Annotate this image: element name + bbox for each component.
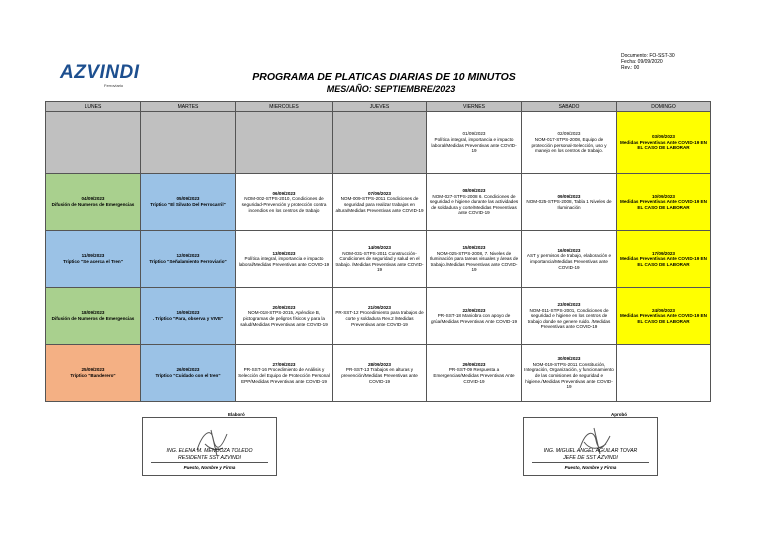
day-cell [333,112,427,174]
cell-date: 15/09/2023 [462,245,486,251]
cell-topic: NOM-025-STPS-2008, Tabla 1 Niveles de Iluminación [526,199,612,210]
cell-date: 20/09/2023 [272,304,296,310]
aprobo-label: Aprobó [611,412,627,417]
day-cell [46,112,141,174]
day-cell [141,288,236,345]
day-cell [617,345,711,402]
document-info [621,53,675,71]
signer-role: JEFE DE SST AZVINDI [563,454,618,461]
signature-box-aprobo [523,417,658,476]
cell-topic: Medidas Preventivas Ante COVID-19 EN EL CASO DE LABORAR [620,139,707,151]
cell-topic: AST y permisos de trabajo, elaboración e importancia/Medidas Preventivas ante COVID-19 [526,253,612,270]
day-cell [427,345,522,402]
cell-topic: Difusión de Numeros de Emergencias [51,202,135,207]
cell-date: 05/09/2023 [176,196,200,202]
cell-date: 22/09/2023 [462,307,486,313]
week-row [46,174,711,231]
header-jueves: JUEVES [333,102,427,112]
cell-topic: NOM-018-STPS-2015, Apéndice B, pictogramas de peligros físicos y para la salud/Medidas Preventivas ante COVID-19 [240,310,328,327]
cell-topic: . Tríptico "Para, observa y VIVE" [152,316,224,321]
cell-topic: PR-SST-18 Maniobra con apoyo de grúa/Medidas Preventivas Ante COVID-19 [430,313,518,324]
cell-topic: NOM-011-STPS-2001, Condiciones de seguridad e higiene en los centros de trabajo donde se genere ruido. /Medidas Preventivas ante COVID-19 [527,307,611,330]
day-cell [427,231,522,288]
cell-date: 21/09/2023 [368,304,391,310]
cell-topic: NOM-025-STPS-2008, 7. Niveles de Iluminación para tareas visuales y áreas de trabajo./Medidas Preventivas ante COVID-19 [429,250,519,273]
header-row [46,102,711,112]
cell-date: 16/09/2023 [557,247,581,253]
document-date: Fecha: 09/09/2020 [621,59,663,65]
cell-date: 26/09/2023 [176,367,200,373]
cell-topic: Tríptico "El Silvato Del Ferrocarril" [150,202,226,207]
page-subtitle: MES/AÑO: SEPTIEMBRE/2023 [326,84,456,94]
logo-subtitle: Ferroviario [104,83,124,88]
cell-date: 23/09/2023 [557,302,581,308]
week-row [46,288,711,345]
day-cell [522,112,617,174]
day-cell [141,231,236,288]
day-cell [141,345,236,402]
day-cell [522,345,617,402]
cell-topic: NOM-027-STPS-2008 6. Condiciones de seguridad e higiene durante las actividades de soldadura y corte/Medidas Preventivas ante COVID-19 [429,193,519,216]
header-sabado: SABADO [522,102,617,112]
day-cell [522,231,617,288]
cell-date: 07/09/2023 [368,190,391,196]
cell-date: 24/09/2023 [652,307,675,313]
cell-topic: PR-SST-13 Trabajos en alturas y prevención/Medidas Preventivas ante COVID-19 [341,367,418,384]
header-martes: MARTES [141,102,236,112]
cell-date: 03/09/2023 [652,134,675,140]
header-lunes: LUNES [46,102,141,112]
cell-topic: Tríptico "Se acerca el Tren" [63,259,123,264]
cell-date: 10/09/2023 [652,193,675,199]
page-title: PROGRAMA DE PLATICAS DIARIAS DE 10 MINUTOS [252,71,516,83]
day-cell [236,112,333,174]
cell-date: 01/09/2023 [462,131,486,137]
day-cell [46,231,141,288]
day-cell [333,345,427,402]
day-cell [333,174,427,231]
day-cell [236,345,333,402]
schedule-table [45,101,711,402]
signature-footer: Puesto, Nombre y Firma [564,465,617,470]
cell-topic: Medidas Preventivas Ante COVID-19 EN EL CASO DE LABORAR [620,199,707,210]
week-row [46,112,711,174]
cell-topic: Medidas Preventivas Ante COVID-19 EN EL CASO DE LABORAR [620,313,707,324]
day-cell [427,174,522,231]
day-cell [236,231,333,288]
cell-topic: Tríptico "Banderero" [70,373,116,378]
cell-topic: NOM-009-STPS-2011 Condiciones de seguridad para realizar trabajos en altura/Medidas Preventivas ante COVID-19 [335,196,424,213]
elaboro-label: Elaboró [228,412,245,417]
cell-date: 27/09/2023 [272,361,296,367]
signature-divider [532,462,649,463]
day-cell [522,174,617,231]
cell-date: 13/09/2023 [272,250,296,256]
week-row [46,345,711,402]
cell-topic: Difusión de Numeros de Emergencias [51,316,135,321]
cell-date: 06/09/2023 [272,190,296,196]
cell-topic: Tríptico "Señalamiento Ferroviario" [149,259,227,264]
cell-topic: NOM-002-STPS-2010, Condiciones de seguridad-Prevención y protección contra incendios en los centros de trabajo [241,196,327,213]
cell-date: 25/09/2023 [81,367,105,373]
day-cell [333,231,427,288]
day-cell [522,288,617,345]
header-viernes: VIERNES [427,102,522,112]
cell-date: 28/09/2023 [368,361,391,367]
document-code: Documento: FO-SST-30 [621,53,675,59]
signer-name: ING. MIGUEL ANGEL AGUILAR TOVAR [543,448,638,454]
day-cell [427,112,522,174]
signature-name-block [143,448,276,461]
day-cell [617,231,711,288]
document-revision: Rev.: 00 [621,65,640,71]
logo-wordmark: AZVINDI [60,62,140,83]
day-cell [617,288,711,345]
cell-date: 30/09/2023 [557,356,581,362]
day-cell [617,174,711,231]
signature-name-block [524,448,657,461]
day-cell [46,345,141,402]
cell-topic: PR-SST-16 Procedimiento de Análisis y Selección del Equipo de Protección Personal EPP/Medidas Preventivas ante COVID-19 [238,367,330,384]
cell-topic: Medidas Preventivas Ante COVID-19 EN EL CASO DE LABORAR [620,256,707,267]
day-cell [617,112,711,174]
signer-role: RESIDENTE SST AZVINDI [178,454,241,461]
day-cell [236,288,333,345]
signature-box-elaboro [142,417,277,476]
day-cell [46,288,141,345]
cell-date: 11/09/2023 [81,253,105,259]
day-cell [236,174,333,231]
signature-divider [151,462,268,463]
cell-topic: NOM-031-STPS-2011 Construcción-Condiciones de seguridad y salud en el trabajo. /Medidas Preventivas ante COVID-19 [335,250,424,273]
cell-date: 14/09/2023 [368,245,391,251]
cell-topic: PR-SST-09 Respuesta a Emergencias/Medidas Preventivas Ante COVID-19 [433,367,515,384]
signer-name: ING. ELENA M. MENDOZA TOLEDO [166,448,253,454]
cell-topic: NOM-019-STPS-2011 Constitución, Integración, Organización, y funcionamiento de las comisiones de seguridad e higiene./Medidas Preventivas ante COVID-19 [524,361,614,390]
cell-date: 17/09/2023 [652,250,675,256]
day-cell [46,174,141,231]
cell-date: 04/09/2023 [81,196,105,202]
signature-footer: Puesto, Nombre y Firma [183,465,236,470]
day-cell [427,288,522,345]
header-miercoles: MIERCOLES [236,102,333,112]
cell-topic: NOM-017-STPS-2008, Equipo de protección personal-Selección, uso y manejo en los centros de trabajo. [531,136,607,154]
cell-date: 08/09/2023 [462,188,486,194]
cell-date: 29/09/2023 [462,361,486,367]
day-cell [141,112,236,174]
cell-date: 18/09/2023 [81,310,105,316]
header-domingo: DOMINGO [617,102,711,112]
cell-date: 19/09/2023 [176,310,200,316]
day-cell [141,174,236,231]
day-cell [333,288,427,345]
cell-date: 09/09/2023 [557,193,581,199]
cell-topic: Política integral, importancia e impacto laboral/Medidas Preventivas ante COVID-19 [238,256,330,267]
cell-topic: Política integral, importancia e impacto laboral/Medidas Preventivas ante COVID-19 [431,136,517,154]
cell-topic: PR-SST-12 Procedimiento para trabajos de corte y soldadura Rev.2 /Medidas Preventivas ante COVID-19 [335,310,424,327]
cell-date: 12/09/2023 [176,253,200,259]
week-row [46,231,711,288]
cell-date: 02/09/2023 [557,131,581,137]
cell-topic: Tríptico "Cuidado con el tren" [155,373,221,378]
